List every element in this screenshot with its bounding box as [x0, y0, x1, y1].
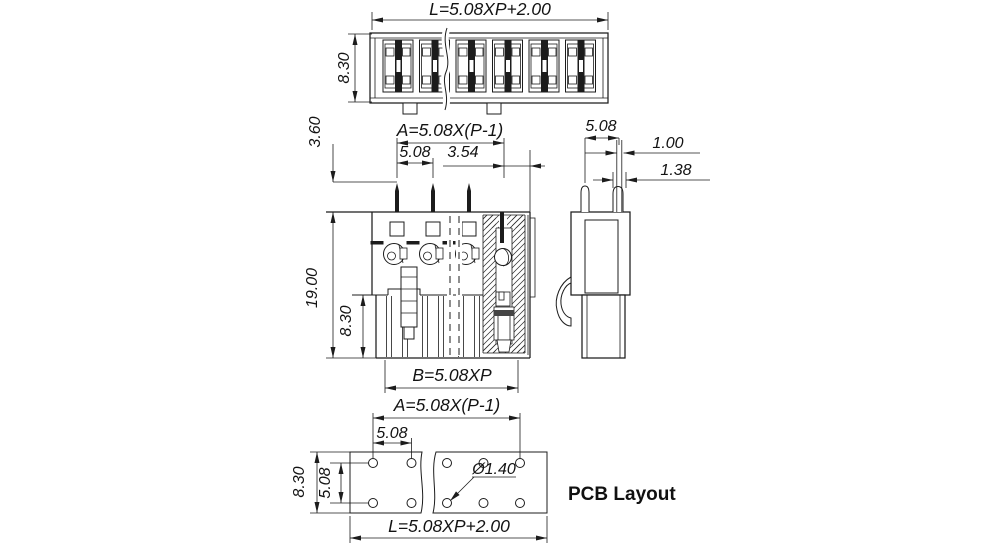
- dim-pcb-row-spacing: 5.08: [317, 467, 334, 499]
- dim-side-pin-width-lines: [593, 172, 710, 188]
- dim-top-height: 8.30: [336, 52, 353, 84]
- side-view: [556, 118, 710, 358]
- dim-pcb-board-length: L=5.08XP+2.00: [388, 516, 510, 536]
- dim-front-body-width: B=5.08XP: [412, 365, 492, 385]
- dim-pcb-hole-diameter: Ø1.40: [472, 461, 516, 478]
- dim-front-lower-height-lines: [361, 295, 366, 358]
- dim-side-pin-width: 1.38: [660, 162, 692, 179]
- top-view-mount-tab: [487, 103, 501, 114]
- side-view-lower-body: [582, 295, 625, 358]
- dim-pcb-hole-pitch: 5.08: [376, 425, 408, 442]
- dim-front-pin-span: A=5.08X(P-1): [396, 120, 504, 140]
- dim-front-pin-to-edge: 3.54: [447, 144, 479, 161]
- side-view-pin: [581, 186, 589, 212]
- dim-side-pin-spacing: 5.08: [585, 118, 617, 135]
- dim-pcb-hole-diameter-lines: [450, 477, 516, 501]
- dim-front-lower-height: 8.30: [338, 305, 355, 337]
- dim-front-pitch-lines: [397, 158, 433, 178]
- pcb-layout-caption: PCB Layout: [568, 484, 676, 505]
- dim-pcb-hole-span: A=5.08X(P-1): [393, 395, 501, 415]
- front-view-actuator: [401, 267, 417, 339]
- top-view: [336, 0, 608, 114]
- dim-front-pin-protrusion: 3.60: [307, 116, 324, 148]
- dim-pcb-board-height: 8.30: [291, 466, 308, 498]
- dim-front-pin-protrusion-lines: [331, 144, 398, 182]
- pcb-layout-view: [291, 395, 676, 543]
- front-view-clamp-mechanism: [494, 212, 514, 352]
- dim-front-pitch: 5.08: [399, 144, 431, 161]
- dim-top-length: L=5.08XP+2.00: [429, 0, 551, 19]
- top-view-mount-tab: [403, 103, 417, 114]
- dim-pcb-row-spacing-lines: [330, 463, 368, 503]
- dim-front-total-height: 19.00: [304, 267, 321, 309]
- side-view-upper-body: [571, 212, 630, 295]
- front-view: [304, 116, 545, 393]
- dim-side-pin-spacing-lines: [585, 136, 619, 184]
- side-view-latch: [556, 277, 571, 326]
- dim-side-pin-thickness: 1.00: [652, 135, 684, 152]
